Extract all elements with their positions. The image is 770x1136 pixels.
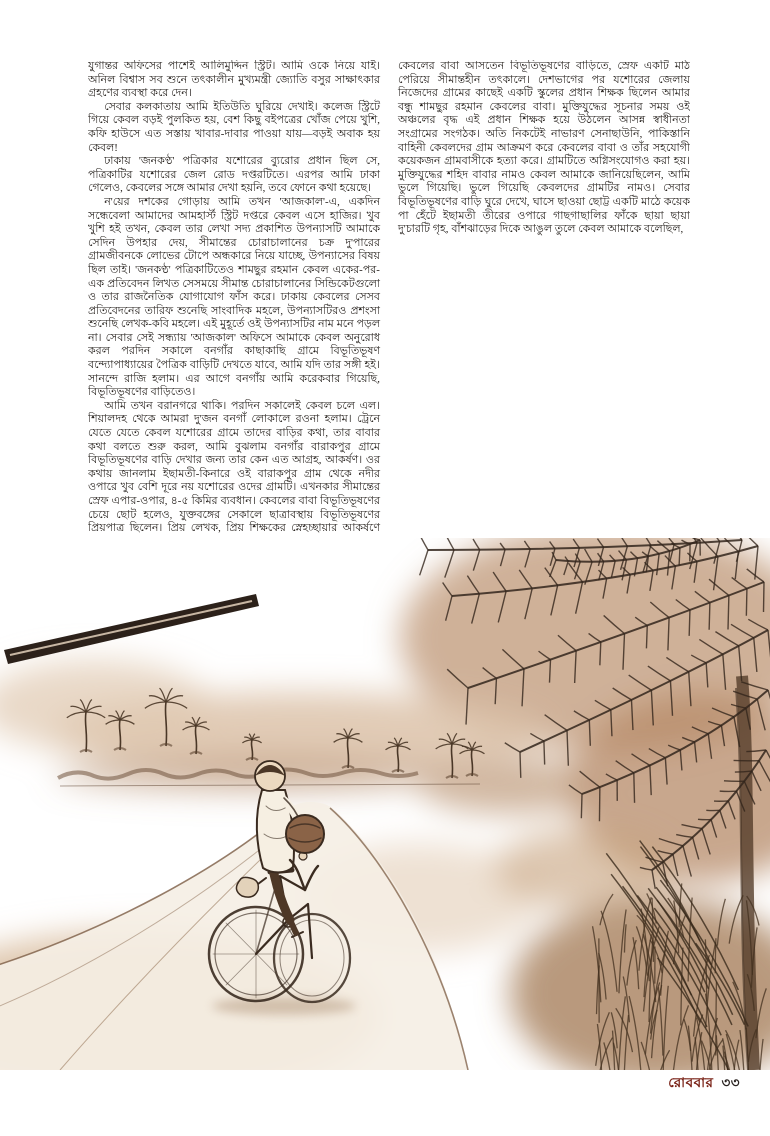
pole: [4, 594, 259, 664]
magazine-name: রোববার: [668, 1075, 714, 1090]
article-paragraph: ন'য়ের দশকের গোড়ায় আমি তখন 'আজকাল'-এ, একদিন সন্ধেবেলা আমাদের আমহার্স্ট স্ট্রিট দপ্তরে কেবল এসে হাজির। খুব খুশি হই তখন, কেবল তার লেখা সদ্য প্রকাশিত উপন্যাসটি আমাকে সেদিন উপহার দেয়, সীমান্তের চোরাচালানের চক্র দু'পারের গ্রামজীবনকে লোভের টোপে অন্ধকারে নিয়ে যাচ্ছে, উপন্যাসের বিষয় ছিল তাই। 'জনকণ্ঠ' পত্রিকাটিতেও শামছুর রহমান কেবল একের-পর-এক প্রতিবেদন লিখত সেসময়ে সীমান্ত চোরাচালানের সিন্ডিকেটগুলো ও তার রাজনৈতিক যোগাযোগ ফাঁস করে। ঢাকায় কেবলের সেসব প্রতিবেদনের তারিফ শুনেছি সাংবাদিক মহলে, উপন্যাসটিরও প্রশংসা শুনেছি লেখক-কবি মহলে। এই মুহূর্তে ওই উপন্যাসটির নাম মনে পড়ল না। সেবার সেই সন্ধ্যায় 'আজকাল' অফিসে আমাকে কেবল অনুরোধ করল পরদিন সকালে বনগাঁর কাছাকাছি গ্রামে বিভূতিভূষণ বন্দ্যোপাধ্যায়ের পৈত্রিক বাড়িটি দেখতে যাবে, আমি যদি তার সঙ্গী হই। সানন্দে রাজি হলাম। এর আগে বনগাঁয় আমি করেকবার গিয়েছি, বিভূতিভূষণের বাড়িতেও।: [88, 195, 380, 399]
article-paragraph: আমি তখন বরানগরে থাকি। পরদিন সকালেই কেবল চলে এল। শিয়ালদহ থেকে আমরা দু'জন বনগাঁ লোকালে রওনা হলাম। ট্রেনে যেতে যেতে কেবল যশোরের গ্রামে তাদের বাড়ির কথা, তার বাবার কথা বলতে শুরু করল, আমি বুঝলাম বনগাঁর বারাকপুর গ্রামে বিভূতিভূষণের বাড়ি দেখার জন্য তার কেন এত আগ্রহ, আকর্ষণ। ওর কথায় জানলাম ইছামতী-কিনারে ওই বারাকপুর গ্রাম থেকে নদীর ওপারে খুব বেশি দূরে নয় যশোরের ওদের গ্রামটি। এখনকার সীমান্তের স্রেফ এপার-ওপার, ৪-৫ কিমির ব্যবধান। কেবলের বাবা বিভূতিভূষণের চেয়ে ছোট হলেও, যুক্তবঙ্গের সেকালে ছাত্রাবস্থায় বিভূতিভূষণের প্রিয়পাত্র ছিলেন। প্রিয় লেখক, প্রিয় শিক্ষকের স্নেহচ্ছায়ার আকর্ষণে কেবলের বাবা আসতেন বিভূতিভূষণের বাড়িতে, স্রেফ একটি মাঠ পেরিয়ে সীমান্তহীন তৎকালে। দেশভাগের পর যশোরের জেলায় নিজেদের গ্রামের কাছেই একটি স্কুলের প্রধান শিক্ষক ছিলেন আমার বন্ধু শামছুর রহমান কেবলের বাবা। মুক্তিযুদ্ধের সূচনার সময় ওই অঞ্চলের বৃদ্ধ এই প্রধান শিক্ষক হয়ে উঠলেন আসন্ন স্বাধীনতা সংগ্রামের সংগঠক। অতি নিকটেই নাভারণ সেনাছাউনি, পাকিস্তানি বাহিনী কেবলদের গ্রাম আক্রমণ করে কেবলের বাবা ও তাঁর সহযোগী কয়েকজন গ্রামবাসীকে হত্যা করে। গ্রামটিতে অগ্নিসংযোগও করা হয়। মুক্তিযুদ্ধের শহিদ বাবার নামও কেবল আমাকে জানিয়েছিলেন, আমি ভুলে গিয়েছি। ভুলে গিয়েছি কেবলদের গ্রামটির নামও। সেবার বিভূতিভূষণের বাড়ি ঘুরে দেখে, ঘাসে ছাওয়া ছোট্ট একটি মাঠে কয়েক পা হেঁটে ইছামতী তীরের ওপারে গাছগাছালির ফাঁকে ছায়া ছায়া দু'চারটি গৃহ, বাঁশঝাড়ের দিকে আঙুল তুলে কেবল আমাকে বলেছিল,: [88, 60, 690, 535]
page-footer: [668, 1072, 740, 1095]
article-paragraph: যুগান্তর অফিসের পাশেই আলিমুদ্দিন স্ট্রিট। আমি ওকে নিয়ে যাই। অনিল বিশ্বাস সব শুনে তৎকালীন মুখ্যমন্ত্রী জ্যোতি বসুর সাক্ষাৎকার গ্রহণের ব্যবস্থা করে দেন।: [88, 60, 380, 100]
article-paragraph: ঢাকায় 'জনকণ্ঠ' পত্রিকার যশোরের ব্যুরোর প্রধান ছিল সে, পত্রিকাটির যশোরের জেল রোড দপ্তরটিতে। এরপর আমি ঢাকা গেলেও, কেবলের সঙ্গে আমার দেখা হয়নি, তবে ফোনে কথা হয়েছে।: [88, 155, 380, 195]
page-number: ৩৩: [721, 1075, 740, 1090]
article-paragraph: সেবার কলকাতায় আমি ইতিউতি ঘুরিয়ে দেখাই। কলেজ স্ট্রিটে গিয়ে কেবল বড়ই পুলকিত হয়, বেশ কিছু বইপত্রের খোঁজ পেয়ে খুশি, কফি হাউসে এত সস্তায় খাবার-দাবার পাওয়া যায়—বড়ই অবাক হয় কেবল!: [88, 100, 380, 154]
article-body: [88, 60, 690, 538]
bicycle-shadow: [212, 997, 356, 1015]
illustration-rural-cyclist-sketch: [0, 538, 770, 1070]
